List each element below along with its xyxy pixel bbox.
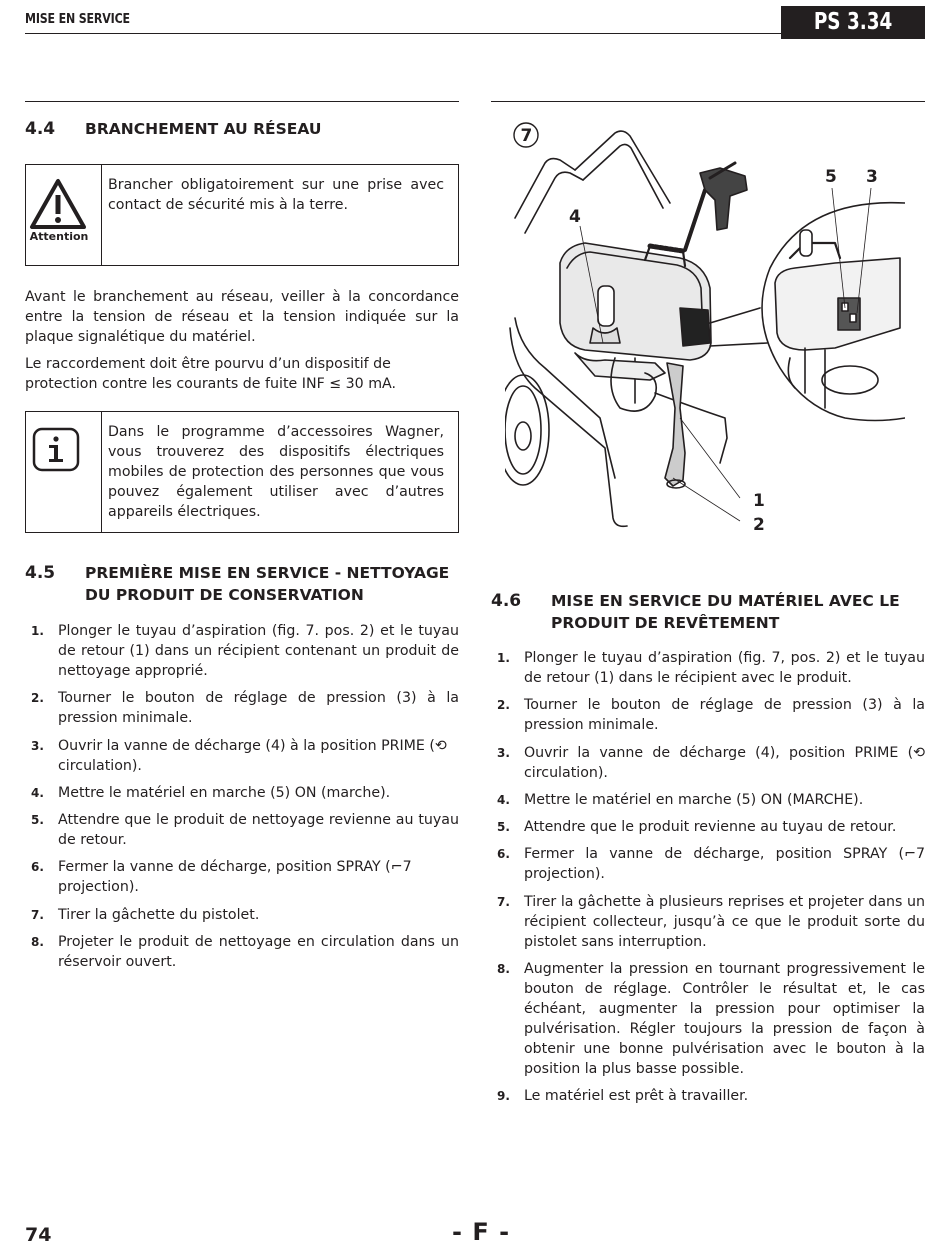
list-item: [25, 736, 459, 776]
info-box: [25, 411, 459, 533]
left-column-rule: [25, 101, 459, 102]
step-text: Attendre que le produit revienne au tuyau de retour.: [524, 819, 897, 836]
step-number: 4.: [497, 792, 510, 807]
list-item: [491, 1086, 925, 1106]
list-item: [491, 892, 925, 952]
warning-box: [25, 164, 459, 266]
steps-list-4-5: [25, 621, 459, 979]
step-text: Ouvrir la vanne de décharge (4), position PRIME (⟲ circulation).: [524, 744, 925, 781]
step-number: 7.: [31, 907, 44, 922]
step-text: Projeter le produit de nettoyage en circulation dans un réservoir ouvert.: [58, 934, 459, 971]
step-number: 1.: [31, 624, 44, 638]
figure-number: 7: [520, 126, 533, 146]
step-text: Mettre le matériel en marche (5) ON (marche).: [58, 784, 391, 801]
list-item: [25, 857, 459, 897]
step-number: 2.: [497, 698, 510, 713]
callout-3: 3: [866, 167, 878, 187]
step-text: Tourner le bouton de réglage de pression (3) à la pression minimale.: [58, 690, 459, 727]
step-text: Plonger le tuyau d’aspiration (fig. 7. pos. 2) et le tuyau de retour (1) dans un récipient contenant un produit de nettoyage approprié.: [58, 623, 459, 679]
figure-7-sprayer-illustration: [505, 118, 905, 548]
list-item: [491, 817, 925, 837]
step-text: Attendre que le produit de nettoyage revienne au tuyau de retour.: [58, 812, 459, 849]
list-item: [491, 695, 925, 735]
list-item: [491, 648, 925, 688]
step-number: 6.: [31, 860, 44, 875]
page-number: 74: [25, 1224, 52, 1246]
step-number: 8.: [31, 935, 44, 950]
step-text: Tirer la gâchette du pistolet.: [58, 906, 260, 923]
step-number: 6.: [497, 847, 510, 862]
warning-icon-label: Attention: [29, 230, 89, 243]
section-title-line2: DU PRODUIT DE CONSERVATION: [85, 586, 364, 604]
right-column-rule: [491, 101, 925, 102]
list-item: [25, 905, 459, 925]
section-title-line1: MISE EN SERVICE DU MATÉRIEL AVEC LE: [551, 592, 900, 610]
step-number: 9.: [497, 1089, 510, 1104]
list-item: [25, 810, 459, 850]
step-text: Fermer la vanne de décharge, position SPRAY (⌐7 projection).: [58, 859, 412, 896]
step-text: Mettre le matériel en marche (5) ON (MARCHE).: [524, 791, 864, 808]
step-number: 1.: [497, 651, 510, 665]
list-item: [491, 743, 925, 783]
section-4-5-heading: [25, 562, 459, 606]
box-divider: [101, 165, 102, 265]
list-item: [25, 621, 459, 681]
language-marker: - F -: [452, 1218, 511, 1246]
model-badge: [781, 6, 925, 39]
list-item: [491, 790, 925, 810]
sprayer-drawing: [505, 118, 905, 548]
info-icon: [26, 412, 101, 496]
step-number: 2.: [31, 691, 44, 706]
paragraph: Le raccordement doit être pourvu d’un dispositif de protection contre les courants de fuite INF ≤ 30 mA.: [25, 356, 396, 392]
step-text: Ouvrir la vanne de décharge (4) à la position PRIME (⟲ circulation).: [58, 737, 447, 774]
list-item: [25, 932, 459, 972]
step-number: 5.: [31, 813, 44, 828]
section-4-6-heading: [491, 590, 925, 634]
step-text: Tirer la gâchette à plusieurs reprises et projeter dans un récipient collecteur, jusqu’à ce que le produit sorte du pistolet sans interruption.: [524, 893, 925, 950]
paragraph: Avant le branchement au réseau, veiller à la concordance entre la tension de réseau et la tension indiquée sur la plaque signalétique du matériel.: [25, 289, 459, 345]
running-header-section: MISE EN SERVICE: [25, 12, 130, 27]
step-number: 3.: [497, 745, 510, 760]
step-number: 7.: [497, 894, 510, 909]
section-title-line1: PREMIÈRE MISE EN SERVICE - NETTOYAGE: [85, 564, 450, 582]
section-number: 4.4: [25, 119, 56, 139]
warning-text: Brancher obligatoirement sur une prise avec contact de sécurité mis à la terre.: [108, 177, 444, 213]
step-number: 8.: [497, 962, 510, 977]
header-rule: [25, 33, 785, 34]
step-text: Augmenter la pression en tournant progressivement le bouton de réglage. Contrôler le résultat et, le cas échéant, augmenter la pression pour optimiser la pulvérisation. Régler toujours la pression de façon à obtenir une bonne pulvérisation avec le bouton à la position la plus basse possible.: [524, 961, 925, 1078]
callout-1: 1: [753, 491, 765, 511]
step-number: 4.: [31, 785, 44, 800]
list-item: [491, 844, 925, 884]
step-number: 5.: [497, 820, 510, 835]
model-label: PS 3.34: [813, 9, 893, 35]
step-text: Le matériel est prêt à travailler.: [524, 1088, 749, 1105]
section-number: 4.6: [491, 591, 522, 611]
callout-5: 5: [825, 167, 837, 187]
list-item: [491, 959, 925, 1079]
box-divider: [101, 412, 102, 532]
callout-4: 4: [569, 207, 581, 227]
section-number: 4.5: [25, 563, 56, 583]
step-text: Tourner le bouton de réglage de pression (3) à la pression minimale.: [524, 697, 925, 734]
step-number: 3.: [31, 738, 44, 753]
steps-list-4-6: [491, 648, 925, 1114]
callout-2: 2: [753, 515, 765, 535]
step-text: Fermer la vanne de décharge, position SPRAY (⌐7 projection).: [524, 846, 925, 883]
list-item: [25, 783, 459, 803]
info-text: Dans le programme d’accessoires Wagner, vous trouverez des dispositifs électriques mobiles de protection des personnes que vous pouvez également utiliser avec d’autres appareils électriques.: [108, 424, 444, 520]
list-item: [25, 688, 459, 728]
section-title: BRANCHEMENT AU RÉSEAU: [85, 120, 322, 138]
step-text: Plonger le tuyau d’aspiration (fig. 7, pos. 2) et le tuyau de retour (1) dans le récipient avec le produit.: [524, 650, 925, 686]
section-title-line2: PRODUIT DE REVÊTEMENT: [551, 614, 780, 632]
